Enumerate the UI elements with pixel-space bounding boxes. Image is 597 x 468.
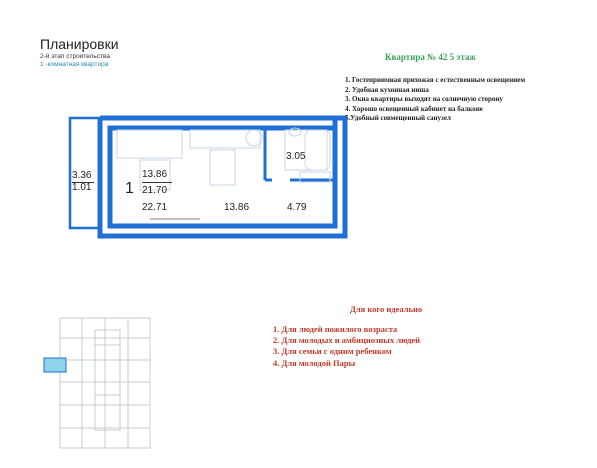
ideal-for-heading: Для кого идеально <box>350 304 423 314</box>
total-area: 21.70 <box>142 185 168 196</box>
room-count: 1 <box>125 180 134 197</box>
area-fraction-line <box>142 182 172 183</box>
ideal-for-item: 4. Для молодой Пары <box>273 357 356 368</box>
feature-item: 1. Гостеприимная прихожая с естественным освещением <box>345 76 526 84</box>
apartment-heading: Квартира № 42 5 этаж <box>385 52 476 62</box>
apartment-walls <box>100 118 345 236</box>
page-title: Планировки <box>40 36 119 52</box>
hallway-area: 4.79 <box>287 202 307 213</box>
living-area: 13.86 <box>142 169 168 180</box>
feature-item: 3. Окна квартиры выходят на солнечную сторону <box>345 95 503 104</box>
ideal-for-item: 1. Для людей пожилого возраста <box>273 324 398 334</box>
room-area: 13.86 <box>224 202 250 213</box>
feature-item: 4. Хорошо освещенный кабинет на балконе <box>345 104 483 113</box>
bathroom-area: 3.05 <box>286 151 306 162</box>
total-area-with-balcony: 22.71 <box>142 202 168 213</box>
ideal-for-item: 3. Для семьи с одним ребенком <box>273 346 392 357</box>
ideal-for-item: 2. Для молодых и амбициозных людей <box>273 335 421 346</box>
balcony-area: 3.36 <box>72 170 92 181</box>
feature-list <box>345 76 525 124</box>
selected-apartment-highlight <box>44 358 66 372</box>
balcony-area-reduced: 1.01 <box>72 182 92 193</box>
construction-stage: 2-й этап строительства <box>40 53 111 60</box>
ideal-for-list <box>273 324 420 369</box>
feature-item: 2. Удобная кухонная ниша <box>345 85 429 94</box>
apartment-type: 1 -комнатная квартира <box>40 61 109 68</box>
feature-item: 5.Удобный совмещенный санузел <box>345 114 451 123</box>
